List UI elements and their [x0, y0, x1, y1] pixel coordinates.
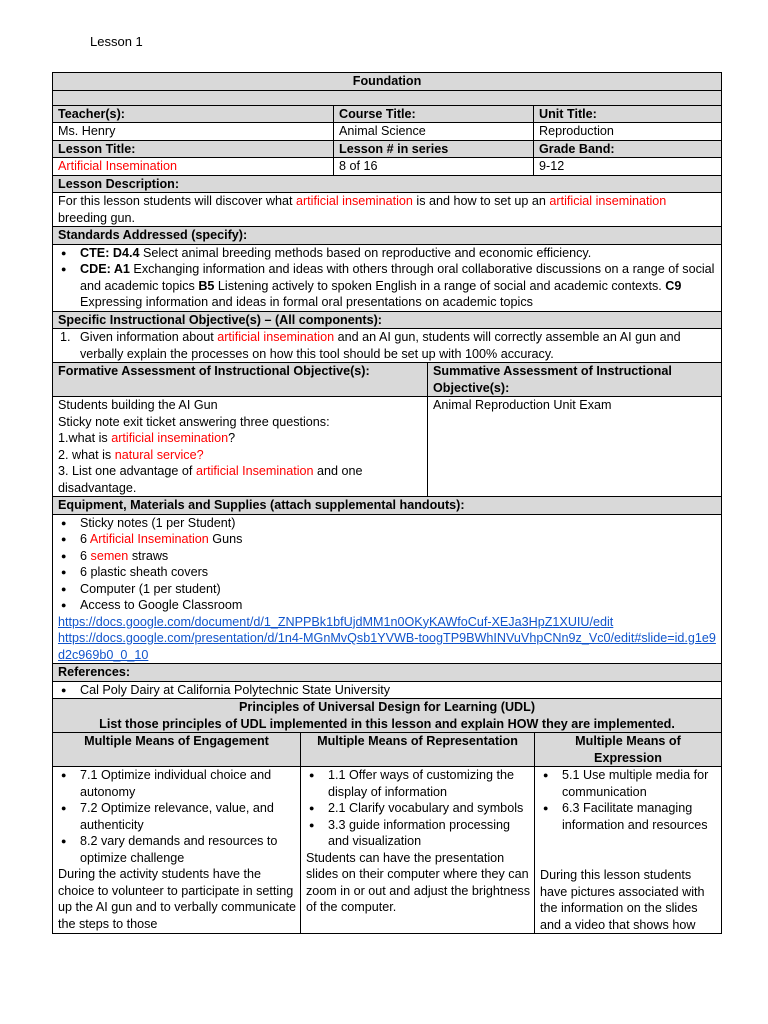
standard-item: ● CTE: D4.4 Select animal breeding methods based on reproductive and economic efficiency. [58, 245, 716, 262]
standards-list [53, 244, 722, 311]
teacher-label: Teacher(s): [53, 105, 334, 123]
equipment-item: ● Sticky notes (1 per Student) [58, 515, 716, 532]
standards-label: Standards Addressed (specify): [53, 227, 722, 245]
equipment-item: ● 6 plastic sheath covers [58, 564, 716, 581]
summative-text: Animal Reproduction Unit Exam [428, 397, 722, 497]
udl-title: Principles of Universal Design for Learning (UDL) [239, 700, 536, 714]
udl-expression-head: Multiple Means of Expression [535, 733, 722, 767]
summative-label: Summative Assessment of Instructional Objective(s): [428, 363, 722, 397]
objective-text [53, 329, 722, 363]
course-value: Animal Science [334, 123, 534, 141]
udl-expression-cell [535, 767, 722, 934]
foundation-row [53, 73, 722, 91]
teacher-value: Ms. Henry [53, 123, 334, 141]
lesson-label: Lesson 1 [90, 34, 143, 49]
lesson-num-label: Lesson # in series [334, 140, 534, 158]
info-label-row-2 [53, 140, 722, 158]
references-list [53, 681, 722, 699]
course-label: Course Title: [334, 105, 534, 123]
objective-item: 1. Given information about artificial insemination and an AI gun, students will correctly assemble an AI gun and verbally explain the processes on how this tool should be set up with 100% accuracy. [60, 330, 681, 361]
info-value-row-2 [53, 158, 722, 176]
unit-label: Unit Title: [534, 105, 722, 123]
description-text: For this lesson students will discover what artificial insemination is and how to set up an artificial insemination breeding gun. [53, 193, 722, 227]
grade-label: Grade Band: [534, 140, 722, 158]
equipment-item: ● 6 semen straws [58, 548, 716, 565]
lesson-title-label: Lesson Title: [53, 140, 334, 158]
info-label-row-1 [53, 105, 722, 123]
udl-item: ● 7.1 Optimize individual choice and autonomy [58, 767, 298, 800]
references-label: References: [53, 664, 722, 682]
foundation-title: Foundation [53, 73, 722, 91]
standard-item: ● CDE: A1 Exchanging information and ideas with others through oral collaborative discussions on a range of social and academic topics B5 Listening actively to spoken English in a range of social and academic contexts. C9 Expressing information and ideas in formal oral presentations on academic topics [58, 261, 716, 311]
google-slides-link[interactable]: https://docs.google.com/presentation/d/1n4-MGnMvQsb1YVWB-toogTP9BWhINVuVhpCNn9z_Vc0/edit#slide=id.g1e9d2c969b0_0_10 [58, 631, 716, 662]
equipment-label: Equipment, Materials and Supplies (attach supplemental handouts): [53, 497, 722, 515]
udl-item: ● 5.1 Use multiple media for communication [540, 767, 720, 800]
udl-item: ● 6.3 Facilitate managing information and resources [540, 800, 720, 833]
lesson-plan-table [52, 72, 721, 934]
udl-representation-head: Multiple Means of Representation [301, 733, 535, 767]
udl-engagement-cell [53, 767, 301, 934]
udl-item: ● 7.2 Optimize relevance, value, and authenticity [58, 800, 298, 833]
udl-item: ● 2.1 Clarify vocabulary and symbols [306, 800, 533, 817]
formative-text: Students building the AI Gun Sticky note exit ticket answering three questions: 1.what is artificial insemination? 2. what is natural service? 3. List one advantage of artificial Insemination and one disadvantage. [53, 397, 428, 497]
objective-label: Specific Instructional Objective(s) – (All components): [53, 311, 722, 329]
grade-value: 9-12 [534, 158, 722, 176]
udl-engagement-head: Multiple Means of Engagement [53, 733, 301, 767]
udl-item: ● 8.2 vary demands and resources to optimize challenge [58, 833, 298, 866]
udl-item: ● 3.3 guide information processing and visualization [306, 817, 533, 850]
lesson-title-value: Artificial Insemination [53, 158, 334, 176]
reference-item: ● Cal Poly Dairy at California Polytechnic State University [58, 682, 716, 699]
formative-label: Formative Assessment of Instructional Objective(s): [53, 363, 428, 397]
equipment-list [53, 514, 722, 664]
udl-subtitle: List those principles of UDL implemented in this lesson and explain HOW they are implemented. [99, 716, 675, 731]
lesson-num-value: 8 of 16 [334, 158, 534, 176]
udl-item: ● 1.1 Offer ways of customizing the display of information [306, 767, 533, 800]
equipment-item: ● Access to Google Classroom [58, 597, 716, 614]
info-value-row-1 [53, 123, 722, 141]
udl-representation-text: Students can have the presentation slides on their computer where they can zoom in or out and adjust the brightness of the computer. [306, 850, 531, 914]
spacer-row [53, 90, 722, 105]
udl-expression-text: During this lesson students have pictures associated with the information on the slides and a video that shows how [540, 868, 705, 932]
unit-value: Reproduction [534, 123, 722, 141]
udl-representation-cell [301, 767, 535, 934]
udl-header [53, 699, 722, 733]
google-doc-link[interactable]: https://docs.google.com/document/d/1_ZNPPBk1bfUjdMM1n0OKyKAWfoCuf-XEJa3HpZ1XUIU/edit [58, 614, 614, 629]
equipment-item: ● Computer (1 per student) [58, 581, 716, 598]
udl-engagement-text: During the activity students have the choice to volunteer to participate in setting up the AI gun and to verbally communicate the steps to those [58, 867, 297, 931]
equipment-item: ● 6 Artificial Insemination Guns [58, 531, 716, 548]
description-label: Lesson Description: [53, 175, 722, 193]
